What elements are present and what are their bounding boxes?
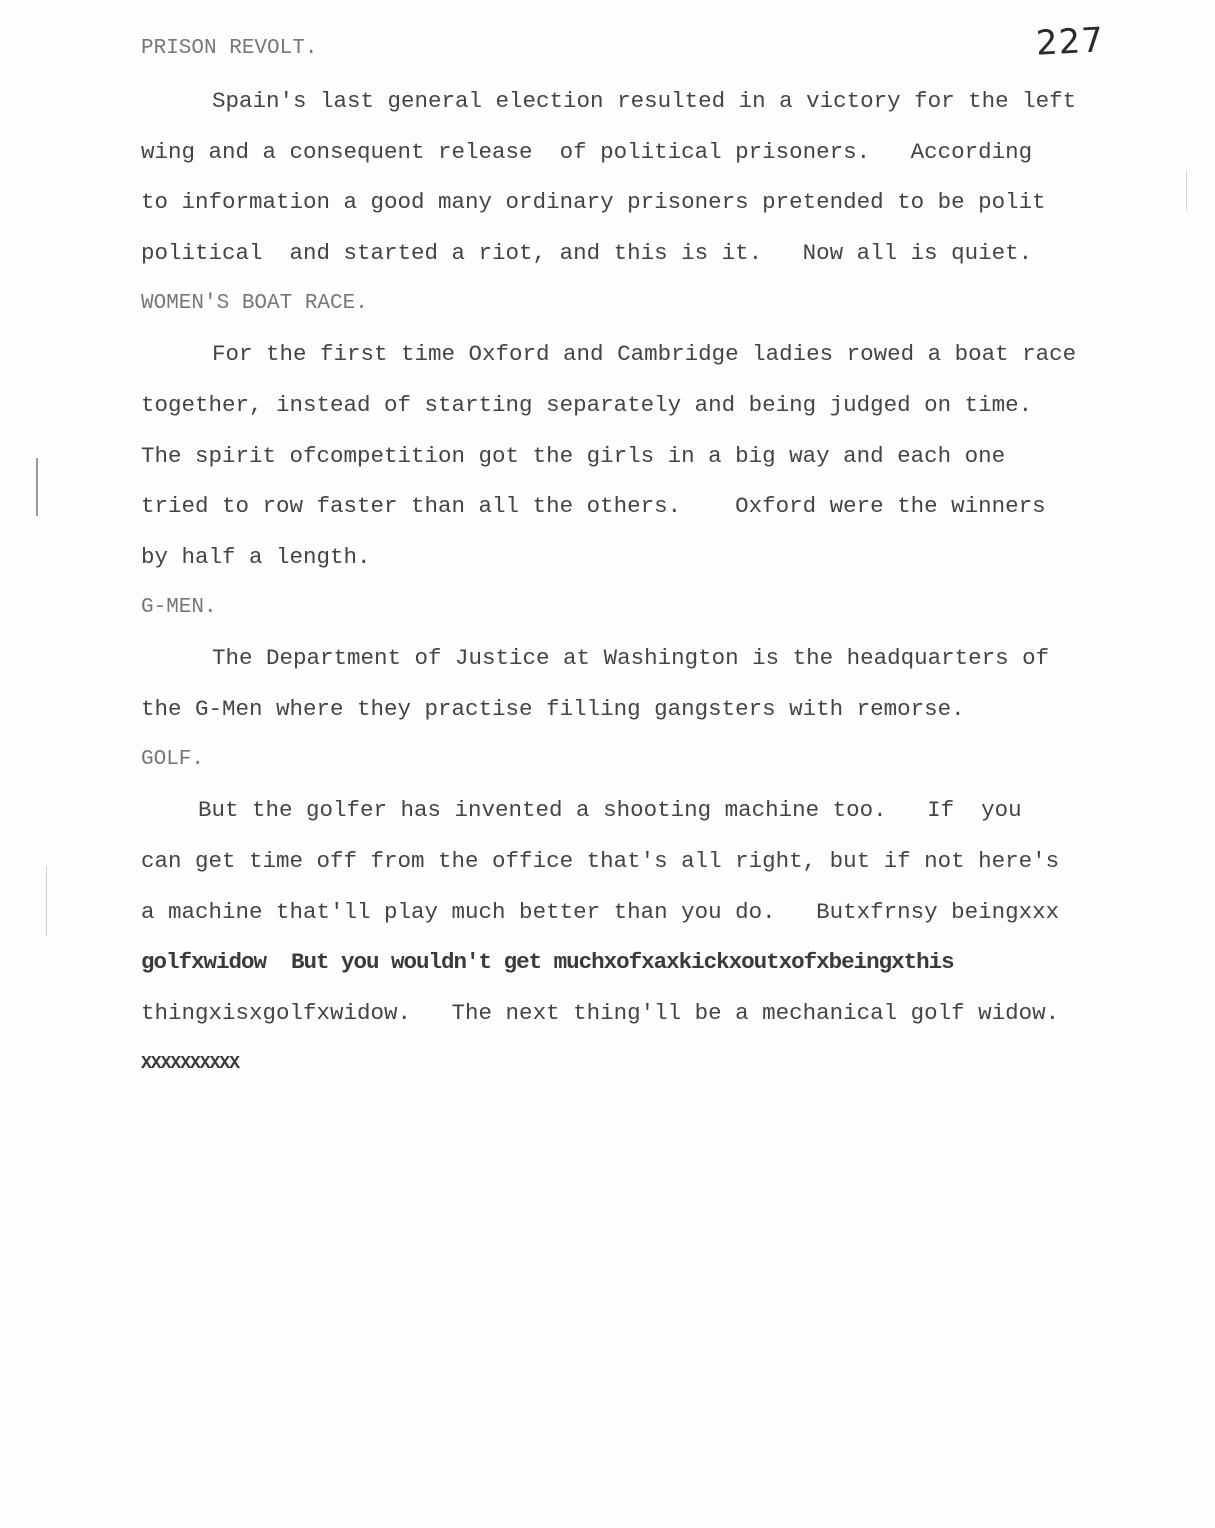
text-line: The spirit ofcompetition got the girls in a big way and each one: [141, 443, 1006, 469]
text-line: the G-Men where they practise filling gangsters with remorse.: [141, 696, 965, 722]
text-line: together, instead of starting separately and being judged on time.: [141, 392, 1033, 418]
scan-artifact-mark: [36, 458, 38, 516]
scan-artifact-mark: [1186, 170, 1187, 210]
page-number: 227: [1034, 20, 1105, 64]
text-line: tried to row faster than all the others. Oxford were the winners: [141, 493, 1046, 519]
struck-text-line: golfxwidow But you wouldn't get muchxofxaxkickxoutxofxbeingxthis: [141, 949, 954, 975]
text-line: a machine that'll play much better than you do. Butxfrnsy beingxxx: [141, 899, 1060, 925]
text-line: thingxisxgolfxwidow. The next thing'll be a mechanical golf widow.: [141, 1000, 1060, 1026]
trailing-strikeout: XXXXXXXXXX: [141, 1054, 240, 1074]
heading-golf: GOLF.: [141, 748, 205, 771]
text-line: For the first time Oxford and Cambridge ladies rowed a boat race: [212, 341, 1077, 367]
text-line: But the golfer has invented a shooting machine too. If you: [198, 797, 1022, 823]
text-line: can get time off from the office that's all right, but if not here's: [141, 848, 1060, 874]
text-line: wing and a consequent release of political prisoners. According: [141, 139, 1033, 165]
text-line: to information a good many ordinary prisoners pretended to be polit: [141, 189, 1046, 215]
text-line: by half a length.: [141, 544, 371, 570]
text-line: political and started a riot, and this is it. Now all is quiet.: [141, 240, 1033, 266]
heading-g-men: G-MEN.: [141, 596, 217, 619]
heading-womens-boat-race: WOMEN'S BOAT RACE.: [141, 292, 368, 315]
scan-artifact-mark: [46, 866, 47, 936]
text-line: The Department of Justice at Washington is the headquarters of: [212, 645, 1050, 671]
text-line: Spain's last general election resulted in a victory for the left: [212, 88, 1077, 114]
heading-prison-revolt: PRISON REVOLT.: [141, 37, 318, 60]
